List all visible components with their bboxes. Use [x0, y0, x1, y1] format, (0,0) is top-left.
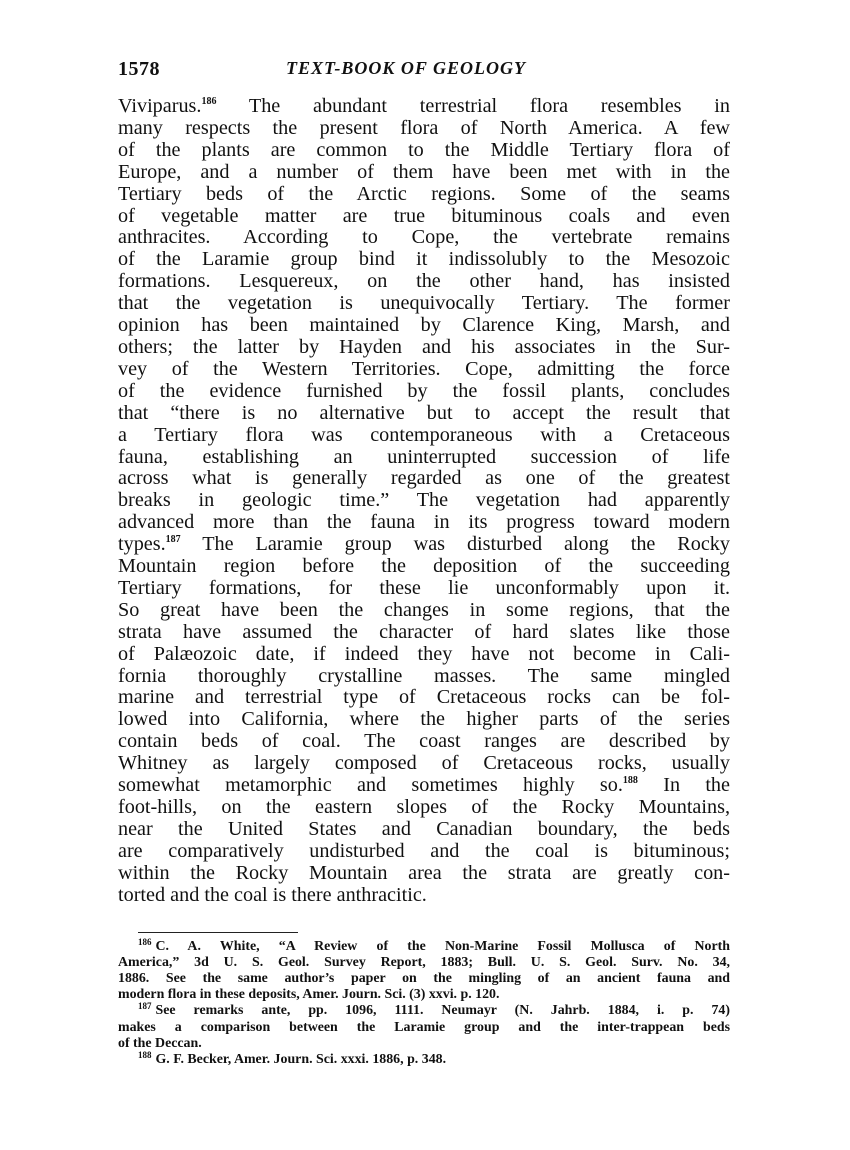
body-line-text: torted and the coal is there anthracitic.	[118, 883, 427, 906]
body-line-text: strata have assumed the character of hard slates like those	[118, 620, 730, 643]
footnote-line	[118, 1049, 730, 1068]
body-line	[118, 490, 730, 512]
body-line	[118, 841, 730, 863]
body-line-text: anthracites. According to Cope, the vertebrate remains	[118, 226, 730, 249]
body-line-text: of the Laramie group bind it indissolubly to the Mesozoic	[118, 248, 730, 271]
footnote-reference: 186	[201, 96, 217, 107]
body-line	[118, 578, 730, 600]
body-line-text: Europe, and a number of them have been met with in the	[118, 160, 730, 183]
body-line	[118, 775, 730, 797]
footnote-reference: 188	[622, 775, 638, 787]
page-number: 1578	[118, 58, 160, 80]
footnote-text: See remarks ante, pp. 1096, 1111. Neumayr (N. Jahrb. 1884, i. p. 74)	[155, 1003, 730, 1019]
body-line	[118, 885, 730, 907]
body-line-text: Mountain region before the deposition of the succeeding	[118, 555, 730, 578]
body-line	[118, 162, 730, 184]
footnote-reference: 187	[165, 534, 181, 546]
body-line-text: contain beds of coal. The coast ranges are described by	[118, 730, 730, 753]
body-line-text-continued: The Laramie group was disturbed along the Rocky	[180, 533, 730, 556]
footnote-186	[118, 936, 730, 1004]
body-line-text: are comparatively undisturbed and the coal is bituminous;	[118, 839, 730, 862]
body-line	[118, 403, 730, 425]
body-line-text: formations. Lesquereux, on the other hand, has insisted	[118, 270, 730, 293]
body-line	[118, 206, 730, 228]
body-text	[118, 96, 730, 907]
body-line-text: across what is generally regarded as one of the greatest	[118, 467, 730, 490]
footnote-line	[118, 971, 730, 987]
book-page	[118, 58, 730, 1068]
body-line	[118, 337, 730, 359]
body-line-text: near the United States and Canadian boundary, the beds	[118, 817, 730, 840]
body-line-text: lowed into California, where the higher parts of the series	[118, 708, 730, 731]
page-header	[118, 58, 730, 88]
body-line-text: So great have been the changes in some regions, that the	[118, 598, 730, 621]
body-line-text: breaks in geologic time.” The vegetation had apparently	[118, 489, 730, 512]
body-line-text: marine and terrestrial type of Cretaceous rocks can be fol-	[118, 686, 730, 709]
body-line-text-continued: The abundant terrestrial flora resembles in	[216, 95, 730, 117]
body-line-text: Tertiary beds of the Arctic regions. Some of the seams	[118, 182, 730, 205]
body-line	[118, 381, 730, 403]
body-line	[118, 666, 730, 688]
body-line	[118, 687, 730, 709]
body-line	[118, 315, 730, 337]
body-line	[118, 644, 730, 666]
body-line	[118, 863, 730, 885]
body-line-text: that “there is no alternative but to accept the result that	[118, 401, 730, 424]
body-line-text: a Tertiary flora was contemporaneous with a Cretaceous	[118, 423, 730, 446]
body-line	[118, 447, 730, 469]
body-line	[118, 797, 730, 819]
body-line-text: Whitney as largely composed of Cretaceous rocks, usually	[118, 752, 730, 775]
body-line-text: advanced more than the fauna in its progress toward modern	[118, 511, 730, 534]
footnote-text: makes a comparison between the Laramie group and the inter-trappean beds	[118, 1019, 730, 1035]
body-line	[118, 96, 730, 118]
body-line-text: foot-hills, on the eastern slopes of the Rocky Mountains,	[118, 796, 730, 818]
body-line-text: of the evidence furnished by the fossil plants, concludes	[118, 379, 730, 402]
footnote-text: of the Deccan.	[118, 1035, 202, 1051]
body-line-text: Viviparus.	[118, 95, 202, 117]
body-line	[118, 140, 730, 162]
body-line-text: types.	[118, 533, 166, 556]
footnote-text: G. F. Becker, Amer. Journ. Sci. xxxi. 1886, p. 348.	[155, 1051, 447, 1067]
footnote-187	[118, 1003, 730, 1052]
body-line-text: of Palæozoic date, if indeed they have not become in Cali-	[118, 642, 730, 665]
body-line	[118, 359, 730, 381]
body-line	[118, 271, 730, 293]
body-line-text: many respects the present flora of North America. A few	[118, 116, 730, 139]
body-line-text: vey of the Western Territories. Cope, admitting the force	[118, 357, 730, 380]
body-line	[118, 753, 730, 775]
footnotes	[118, 936, 730, 1069]
body-line	[118, 731, 730, 753]
body-line-text: somewhat metamorphic and sometimes highly so.	[118, 774, 623, 797]
footnote-text: modern flora in these deposits, Amer. Journ. Sci. (3) xxvi. p. 120.	[118, 987, 500, 1003]
running-title: TEXT-BOOK OF GEOLOGY	[286, 58, 527, 78]
body-line-text-continued: In the	[637, 774, 730, 797]
footnote-number: 187	[138, 1001, 152, 1012]
footnote-text: America,” 3d U. S. Geol. Survey Report, 1883; Bull. U. S. Geol. Surv. No. 34,	[118, 954, 730, 970]
body-line	[118, 425, 730, 447]
body-line-text: of the plants are common to the Middle Tertiary flora of	[118, 138, 730, 161]
footnote-188	[118, 1049, 730, 1068]
body-line-text: that the vegetation is unequivocally Tertiary. The former	[118, 292, 730, 315]
footnote-text: 1886. See the same author’s paper on the mingling of an ancient fauna and	[118, 970, 730, 986]
body-line-text: others; the latter by Hayden and his associates in the Sur-	[118, 335, 730, 358]
footnote-number: 188	[138, 1049, 152, 1060]
footnote-rule	[138, 932, 298, 933]
body-line-text: within the Rocky Mountain area the strata are greatly con-	[118, 861, 730, 884]
body-line	[118, 249, 730, 271]
body-line	[118, 468, 730, 490]
body-line-text: fornia thoroughly crystalline masses. The same mingled	[118, 664, 730, 687]
body-line	[118, 622, 730, 644]
footnote-line	[118, 1020, 730, 1036]
body-line	[118, 227, 730, 249]
body-line-text: fauna, establishing an uninterrupted succession of life	[118, 445, 730, 468]
body-line	[118, 293, 730, 315]
footnote-line	[118, 1003, 730, 1019]
body-line-text: Tertiary formations, for these lie unconformably upon it.	[118, 576, 730, 599]
footnote-number: 186	[138, 936, 152, 947]
body-line	[118, 184, 730, 206]
body-line	[118, 534, 730, 556]
body-line	[118, 118, 730, 140]
body-line	[118, 600, 730, 622]
footnote-line	[118, 936, 730, 955]
body-line	[118, 512, 730, 534]
body-line	[118, 556, 730, 578]
footnote-text: C. A. White, “A Review of the Non-Marine Fossil Mollusca of North	[155, 938, 730, 954]
footnote-line	[118, 987, 730, 1003]
body-line-text: of vegetable matter are true bituminous coals and even	[118, 204, 730, 227]
body-line-text: opinion has been maintained by Clarence King, Marsh, and	[118, 314, 730, 337]
footnote-line	[118, 955, 730, 971]
body-line	[118, 819, 730, 841]
body-line	[118, 709, 730, 731]
footnote-line	[118, 1036, 730, 1052]
